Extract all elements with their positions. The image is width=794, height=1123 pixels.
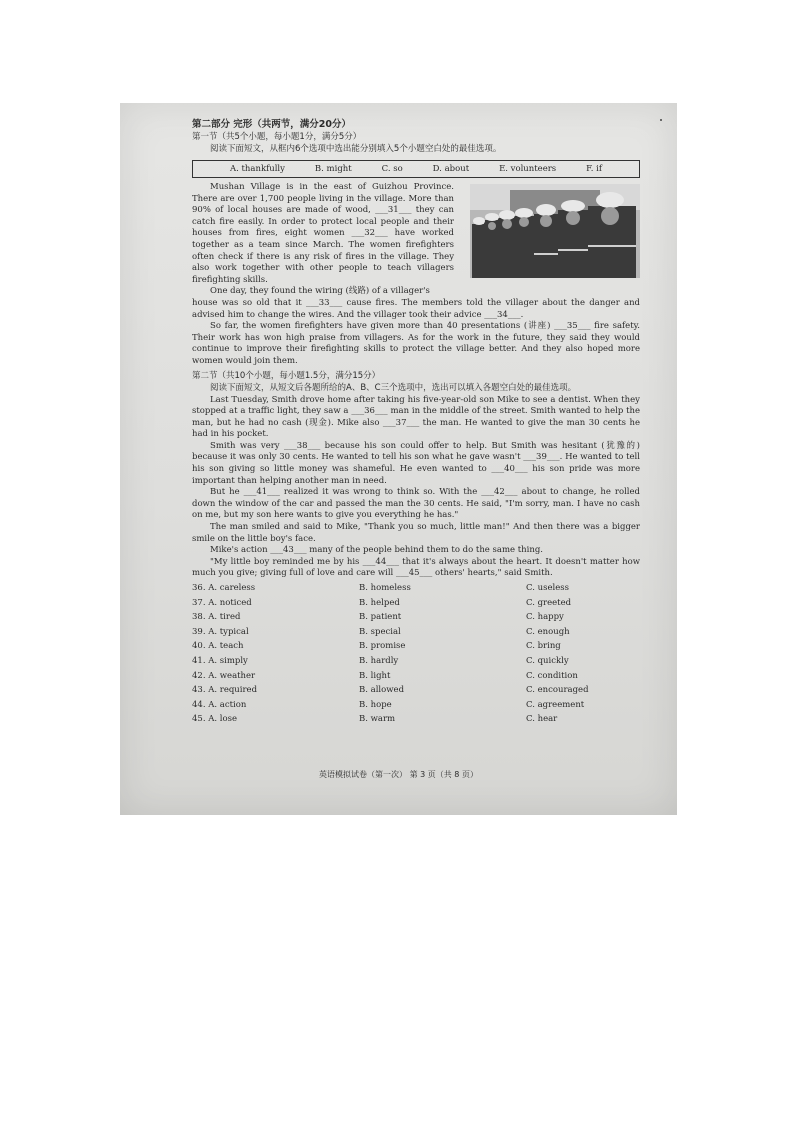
- option-a: A. thankfully: [229, 164, 285, 174]
- passage1-para1: Mushan Village is in the east of Guizhou Province. There are over 1,700 people living in the village. More than 90% of local houses are made of wood, ___31___ they can catch fire easily. In order to protect local people and their houses from fires, eight women ___32___ have worked together as a team since March. The women firefighters often check if there is any risk of fires in the village. They also work together with other people to teach villagers firefighting skills.: [192, 182, 454, 285]
- speck: [660, 119, 662, 121]
- option-row: 38. A. tired B. patient C. happy: [192, 612, 564, 623]
- part1-title: 第一节（共5个小题，每小题1分，满分5分）: [192, 132, 362, 142]
- answer-options: [192, 581, 640, 727]
- passage2-para6: "My little boy reminded me by his ___44___ that it's always about the heart. It doesn't matter how much you give; giving full of love and care will ___45___ others' hearts," said Smith.: [192, 556, 640, 579]
- passage2-para5: Mike's action ___43___ many of the people behind them to do the same thing.: [210, 545, 543, 556]
- option-row: 43. A. required B. allowed C. encouraged: [192, 685, 589, 696]
- option-box: [192, 160, 640, 178]
- option-b: B. might: [314, 164, 352, 174]
- firefighters-photo: [470, 184, 640, 278]
- passage-2: [192, 395, 640, 581]
- option-c: C. so: [381, 164, 403, 174]
- option-row: 40. A. teach B. promise C. bring: [192, 641, 561, 652]
- part2-instruction: 阅读下面短文，从短文后各题所给的A、B、C三个选项中，选出可以填入各题空白处的最佳选项。: [210, 382, 577, 393]
- option-row: 37. A. noticed B. helped C. greeted: [192, 597, 572, 608]
- exam-content: [192, 118, 640, 727]
- passage1-para3: So far, the women firefighters have given more than 40 presentations (讲座) ___35___ fire safety. Their work has won high praise from villagers. As for the work in the future, they said they would continue to improve their firefighting skills to protect the village better. And they also hoped more women would join them.: [192, 321, 640, 366]
- passage2-para3: But he ___41___ realized it was wrong to think so. With the ___42___ about to change, he rolled down the window of the car and passed the man the 30 cents. He said, "I'm sorry, man. I have no cash on me, but my son here wants to give you everything he has.": [192, 487, 640, 521]
- part2-title: 第二节（共10个小题，每小题1.5分，满分15分）: [192, 370, 381, 381]
- option-row: 44. A. action B. hope C. agreement: [192, 699, 585, 710]
- passage1-para2-start: One day, they found the wiring (线路) of a villager's: [210, 286, 430, 297]
- option-row: 42. A. weather B. light C. condition: [192, 670, 578, 681]
- option-row: 39. A. typical B. special C. enough: [192, 626, 570, 637]
- firefighters-illustration: [470, 184, 640, 278]
- section-title: 第二部分 完形（共两节，满分20分）: [192, 119, 352, 130]
- option-row: 45. A. lose B. warm C. hear: [192, 714, 558, 725]
- passage2-para1: Last Tuesday, Smith drove home after taking his five-year-old son Mike to see a dentist. When they stopped at a traffic light, they saw a ___36___ man in the middle of the street. Smith wanted to help the man, but he had no cash (现金). Mike also ___37___ the man. He wanted to give the man 30 cents he had in his pocket.: [192, 394, 640, 440]
- part1-instruction: 阅读下面短文，从框内6个选项中选出能分别填入5个小题空白处的最佳选项。: [210, 144, 502, 154]
- option-row: 41. A. simply B. hardly C. quickly: [192, 655, 569, 666]
- option-f: F. if: [586, 164, 602, 174]
- option-d: D. about: [432, 164, 470, 174]
- scanned-exam-page: [120, 103, 677, 815]
- passage-1: [192, 182, 640, 368]
- option-row: 36. A. careless B. homeless C. useless: [192, 583, 569, 593]
- passage2-para4: The man smiled and said to Mike, "Thank you so much, little man!" And then there was a bigger smile on the little boy's face.: [192, 522, 640, 544]
- passage2-para2: Smith was very ___38___ because his son could offer to help. But Smith was hesitant (犹豫的) because it was only 30 cents. He wanted to tell his son what he gave wasn't ___39___. He wanted to tell his son giving so little money was shameful. He even wanted to ___40___ his son pride was more important than helping another man in need.: [192, 440, 640, 486]
- page-footer: 英语模拟试卷（第一次） 第 3 页（共 8 页）: [319, 770, 478, 779]
- option-e: E. volunteers: [499, 164, 557, 174]
- passage1-para2-rest: house was so old that it ___33___ cause fires. The members told the villager about the danger and advised him to change the wires. And the villager took their advice ___34___.: [192, 297, 640, 320]
